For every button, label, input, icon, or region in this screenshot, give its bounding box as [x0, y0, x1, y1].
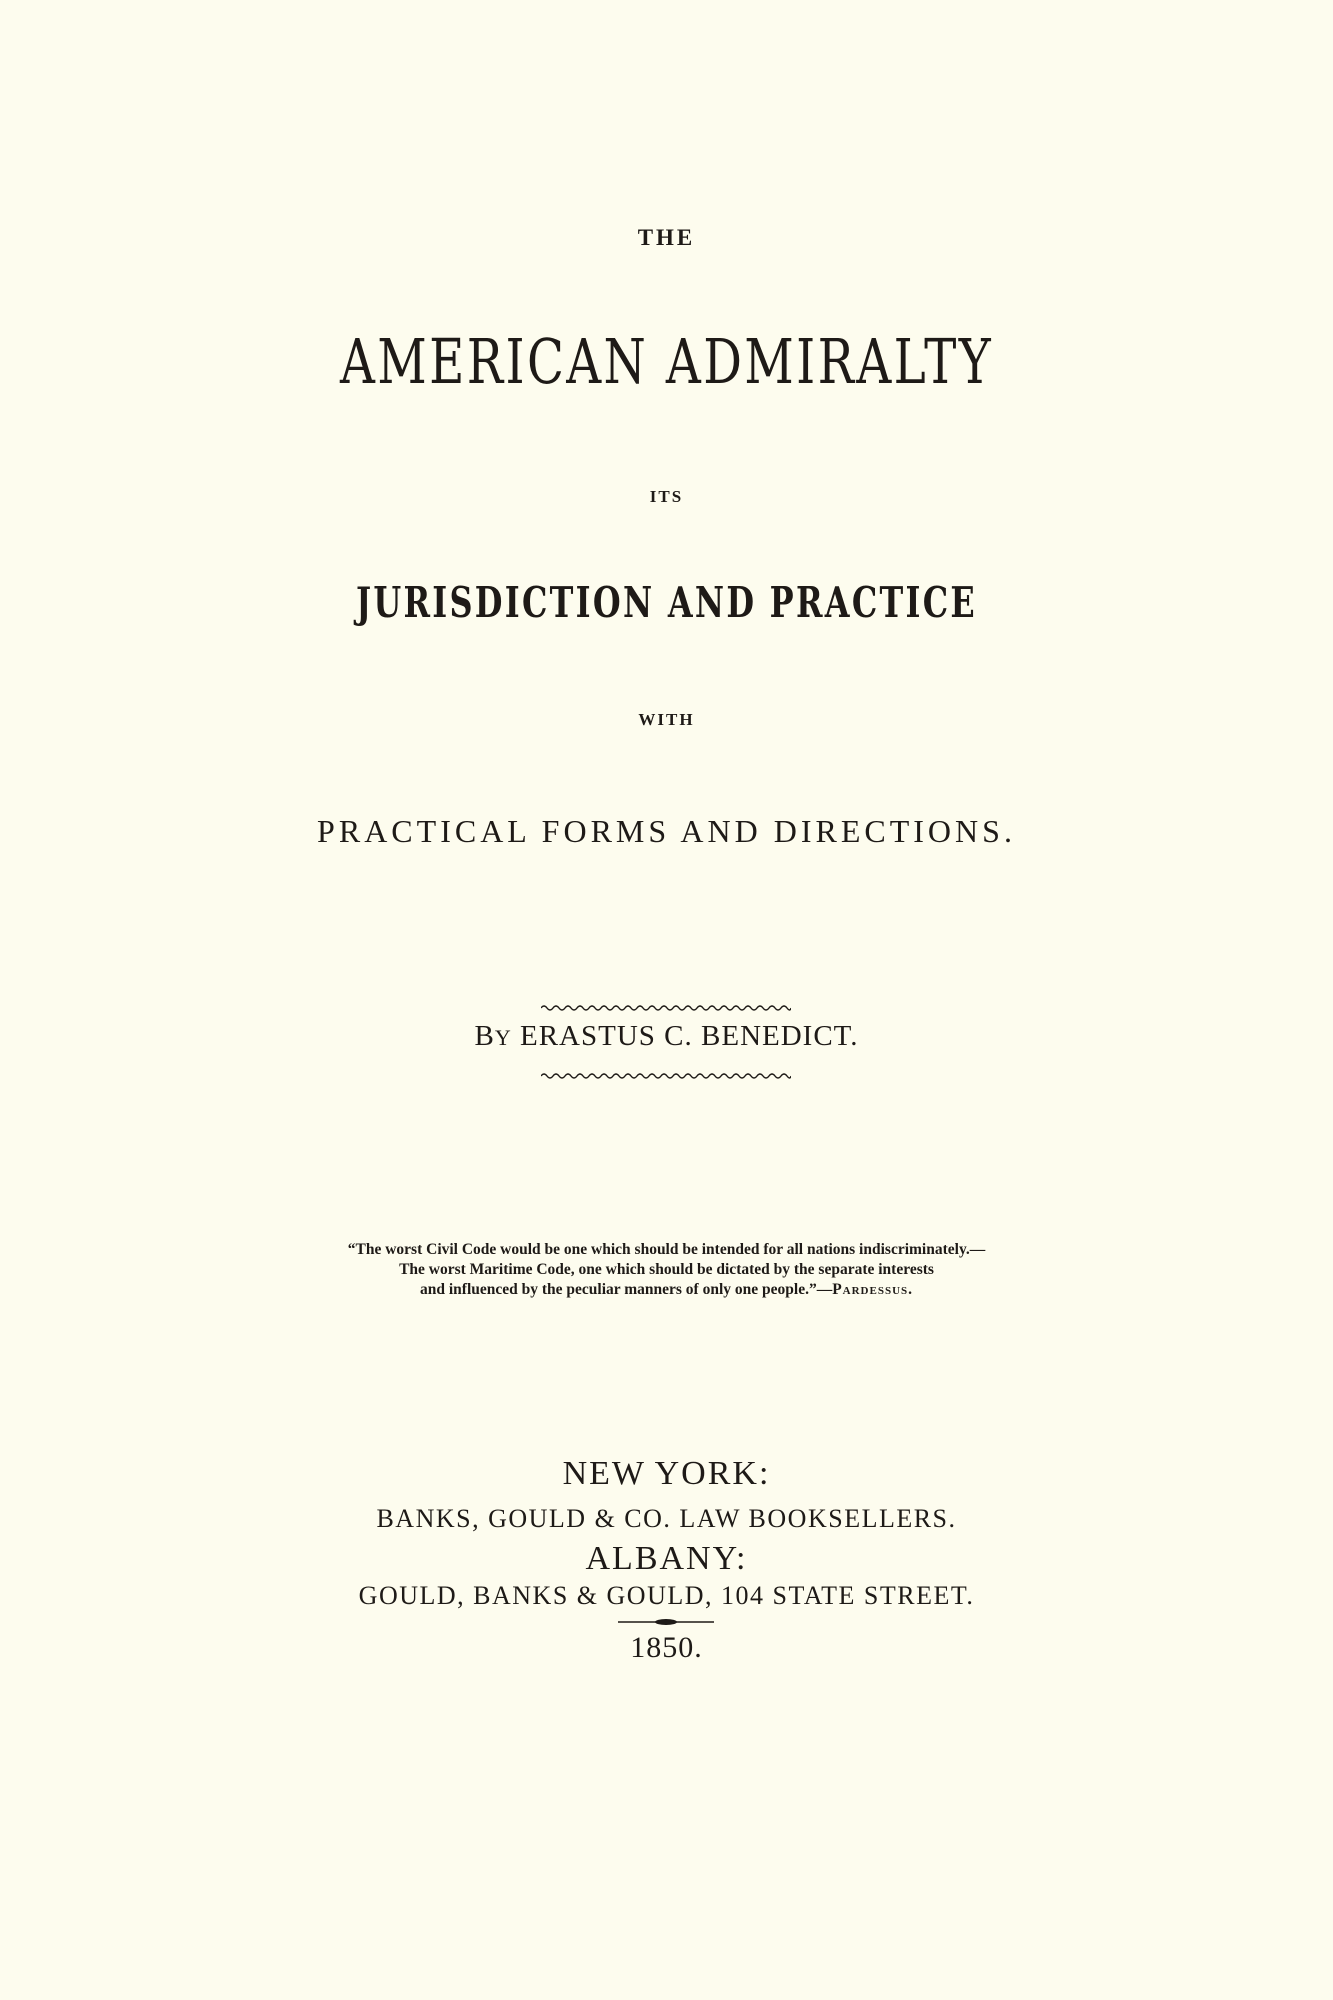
connector-with: WITH	[638, 710, 695, 729]
main-title: AMERICAN ADMIRALTY	[339, 325, 994, 398]
author-line	[0, 1020, 1333, 1053]
dash-ornament	[616, 1617, 716, 1627]
epigraph-line-2: The worst Maritime Code, one which should be dictated by the separate interests	[399, 1261, 934, 1278]
epigraph-line-3: and influenced by the peculiar manners of only one people.”—	[419, 1281, 833, 1298]
subtitle: JURISDICTION AND PRACTICE	[355, 578, 978, 627]
epigraph	[0, 1240, 1333, 1300]
imprint-year: 1850.	[630, 1631, 703, 1664]
wavy-rule-top	[541, 1003, 791, 1013]
author-name: ERASTUS C. BENEDICT.	[520, 1020, 859, 1052]
imprint-city-new-york: NEW YORK:	[562, 1455, 771, 1492]
imprint-city-albany: ALBANY:	[585, 1540, 748, 1577]
imprint-publisher-1: BANKS, GOULD & CO. LAW BOOKSELLERS.	[376, 1504, 957, 1533]
imprint-publisher-2: GOULD, BANKS & GOULD, 104 STATE STREET.	[358, 1581, 975, 1610]
epigraph-attribution: Pardessus.	[832, 1281, 914, 1298]
author-by-rest: Y	[494, 1025, 512, 1050]
author-by-initial: B	[474, 1020, 495, 1052]
epigraph-line-3-wrapper	[0, 1280, 1333, 1300]
wavy-rule-bottom	[541, 1071, 791, 1081]
forms-line: PRACTICAL FORMS AND DIRECTIONS.	[317, 813, 1016, 849]
epigraph-line-1: “The worst Civil Code would be one which should be intended for all nations indiscriminately.—	[347, 1241, 986, 1258]
connector-its: ITS	[649, 487, 684, 506]
title-article: THE	[637, 225, 696, 250]
